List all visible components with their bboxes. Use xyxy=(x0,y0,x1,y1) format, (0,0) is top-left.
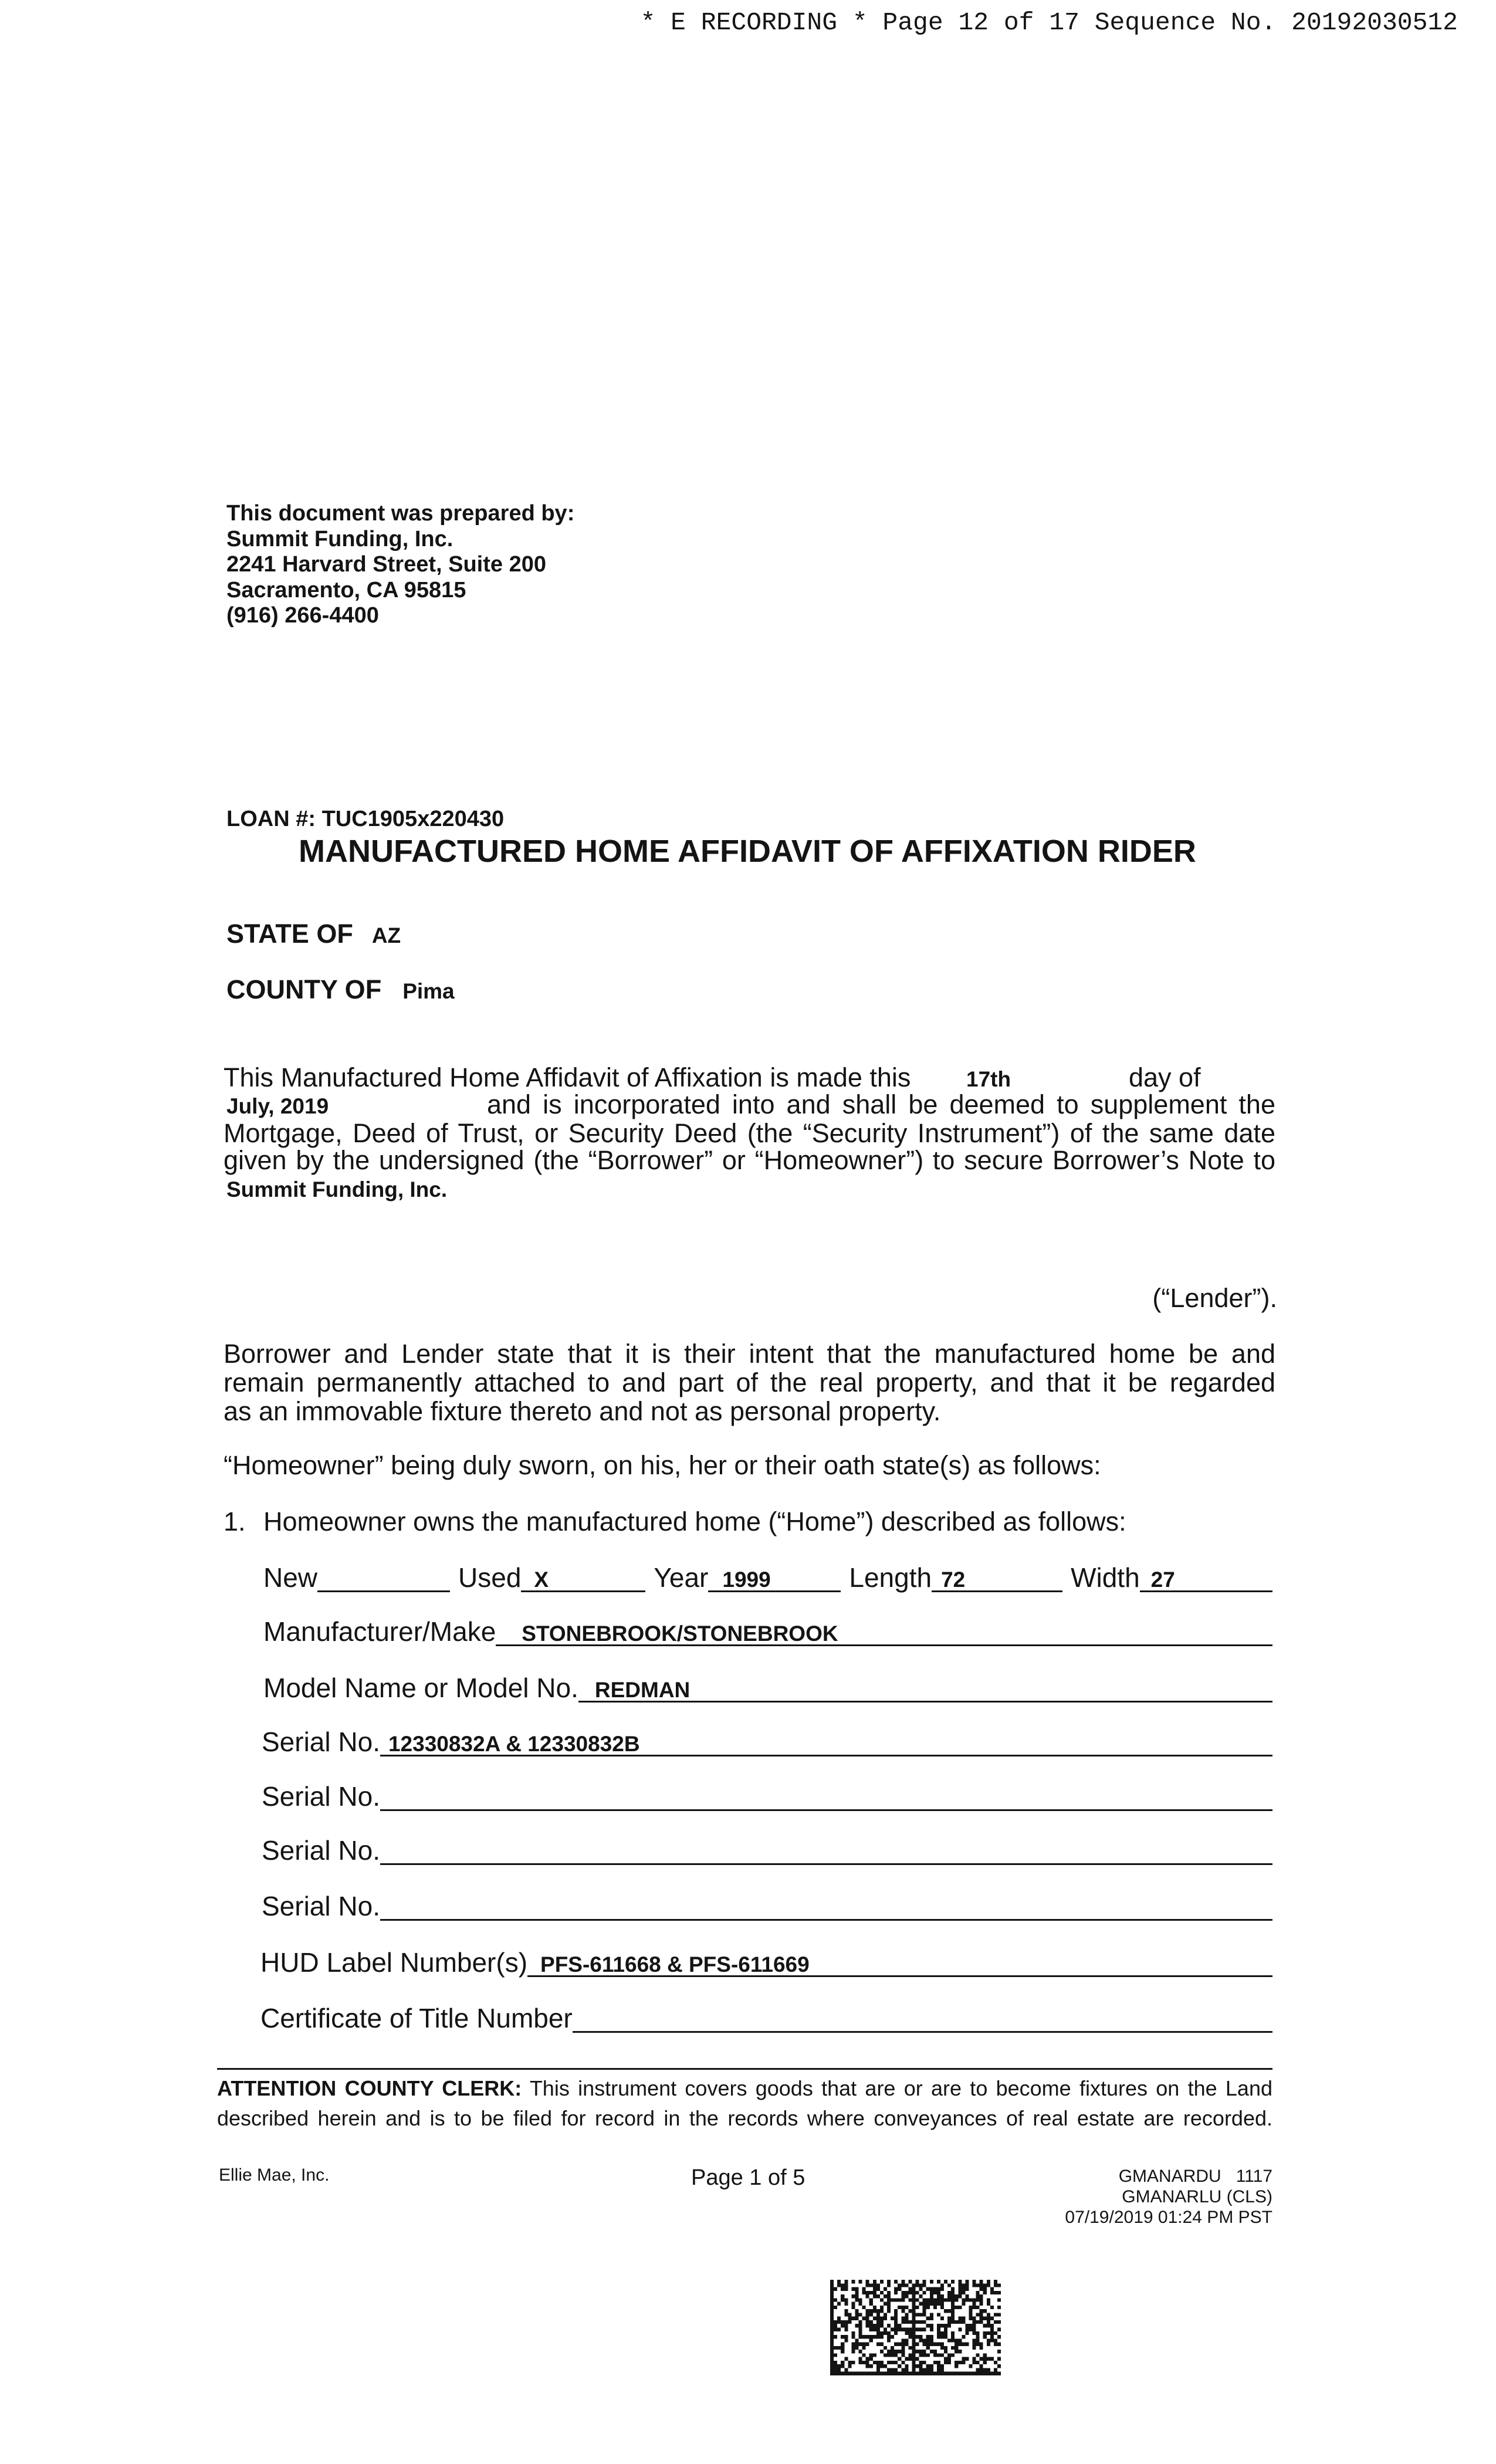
county-label: COUNTY OF xyxy=(226,974,382,1004)
used-label: Used xyxy=(458,1562,522,1593)
width-blank xyxy=(1140,1569,1272,1592)
manufacturer-row xyxy=(263,1616,1272,1647)
county-value: Pima xyxy=(402,979,455,1003)
model-blank xyxy=(578,1680,1272,1703)
serial-blank xyxy=(380,1788,1272,1811)
title-certificate-label: Certificate of Title Number xyxy=(260,2003,573,2033)
item-1-number: 1. xyxy=(224,1507,246,1536)
serial-entry: 12330832A & 12330832B xyxy=(388,1732,640,1756)
state-line xyxy=(226,919,401,951)
attention-line-1 xyxy=(217,2076,1272,2101)
footer-form-code: GMANARDU 1117 xyxy=(1118,2167,1272,2186)
state-value: AZ xyxy=(371,923,401,947)
attention-line-1-text: This instrument covers goods that are or are to become fixtures on the Land xyxy=(529,2076,1272,2100)
width-entry: 27 xyxy=(1150,1568,1175,1592)
serial-label: Serial No. xyxy=(262,1835,380,1866)
affixation-month-year: July, 2019 xyxy=(226,1094,329,1118)
footer-page-number: Page 1 of 5 xyxy=(691,2165,805,2190)
serial-label: Serial No. xyxy=(262,1891,380,1921)
attention-line-2: described herein and is to be filed for record in the records where conveyances of real estate are recorded. xyxy=(217,2106,1272,2130)
model-label: Model Name or Model No. xyxy=(263,1673,578,1703)
intro-line-2 xyxy=(224,1091,1275,1121)
length-blank xyxy=(932,1569,1062,1592)
state-label: STATE OF xyxy=(226,919,353,949)
intro-lead-text: This Manufactured Home Affidavit of Affixation is made this xyxy=(224,1062,911,1092)
hud-label: HUD Label Number(s) xyxy=(260,1947,528,1978)
serial-blank xyxy=(380,1842,1272,1865)
serial-blank xyxy=(380,1734,1272,1756)
footer-form-variant: GMANARLU (CLS) xyxy=(1122,2187,1272,2206)
year-entry: 1999 xyxy=(722,1568,771,1592)
item-1-text: Homeowner owns the manufactured home (“Home”) described as follows: xyxy=(263,1507,1126,1536)
manufacturer-blank xyxy=(496,1623,1272,1646)
oath-statement: “Homeowner” being duly sworn, on his, her or their oath state(s) as follows: xyxy=(224,1450,1101,1480)
intro-line-5 xyxy=(226,1174,447,1204)
model-row xyxy=(263,1673,1272,1703)
year-label: Year xyxy=(654,1562,709,1593)
new-label: New xyxy=(263,1562,318,1593)
prepared-by-block xyxy=(226,501,574,629)
footer-form-info xyxy=(1065,2166,1272,2228)
year-blank xyxy=(708,1569,841,1592)
recording-stamp: * E RECORDING * Page 12 of 17 Sequence No. 20192030512 xyxy=(640,8,1458,37)
loan-number-line xyxy=(226,806,504,832)
preparer-phone: (916) 266-4400 xyxy=(226,603,379,628)
width-label: Width xyxy=(1071,1562,1140,1593)
used-blank xyxy=(521,1569,645,1592)
length-entry: 72 xyxy=(941,1568,966,1592)
length-label: Length xyxy=(849,1562,932,1593)
intent-line-2: remain permanently attached to and part of the real property, and that it be regarded xyxy=(224,1368,1275,1397)
serial-row-1 xyxy=(262,1727,1272,1757)
intro-line-2-text: and is incorporated into and shall be deemed to supplement the xyxy=(487,1089,1275,1119)
manufacturer-entry: STONEBROOK/STONEBROOK xyxy=(522,1622,838,1646)
intent-line-1: Borrower and Lender state that it is their intent that the manufactured home be and xyxy=(224,1339,1275,1369)
serial-row-3 xyxy=(262,1835,1272,1866)
preparer-street: 2241 Harvard Street, Suite 200 xyxy=(226,552,546,577)
preparer-city-state-zip: Sacramento, CA 95815 xyxy=(226,577,466,603)
footer-vendor: Ellie Mae, Inc. xyxy=(219,2165,330,2185)
county-line xyxy=(226,974,455,1007)
hud-blank xyxy=(527,1954,1272,1977)
serial-row-4 xyxy=(262,1891,1272,1921)
preparer-company: Summit Funding, Inc. xyxy=(226,526,453,551)
prepared-by-heading: This document was prepared by: xyxy=(226,501,575,526)
barcode-modules xyxy=(830,2280,1001,2375)
title-certificate-blank xyxy=(573,2010,1272,2033)
intent-line-3: as an immovable fixture thereto and not as personal property. xyxy=(224,1396,941,1426)
hud-entry: PFS-611668 & PFS-611669 xyxy=(540,1952,810,1976)
model-entry: REDMAN xyxy=(594,1678,691,1702)
loan-number-label: LOAN #: xyxy=(226,807,316,831)
section-divider xyxy=(217,2068,1272,2070)
loan-number: TUC1905x220430 xyxy=(321,807,505,831)
serial-row-2 xyxy=(262,1781,1272,1812)
title-certificate-row xyxy=(260,2003,1272,2033)
attention-label: ATTENTION COUNTY CLERK: xyxy=(217,2076,522,2100)
data-matrix-barcode xyxy=(830,2280,1001,2375)
intro-line-3: Mortgage, Deed of Trust, or Security Deed (the “Security Instrument”) of the same date xyxy=(224,1118,1275,1148)
affixation-day: 17th xyxy=(966,1067,1011,1091)
intro-line-4: given by the undersigned (the “Borrower” or “Homeowner”) to secure Borrower’s Note to xyxy=(224,1145,1275,1175)
footer-timestamp: 07/19/2019 01:24 PM PST xyxy=(1065,2208,1272,2227)
new-blank xyxy=(317,1569,450,1592)
lender-tag: (“Lender”). xyxy=(1152,1283,1277,1313)
intro-day-of: day of xyxy=(1129,1062,1201,1092)
document-title: MANUFACTURED HOME AFFIDAVIT OF AFFIXATION RIDER xyxy=(299,834,1196,869)
used-entry: X xyxy=(534,1568,549,1592)
serial-label: Serial No. xyxy=(262,1727,380,1757)
serial-blank xyxy=(380,1898,1272,1921)
manufacturer-label: Manufacturer/Make xyxy=(263,1616,496,1647)
serial-label: Serial No. xyxy=(262,1781,380,1812)
lender-name: Summit Funding, Inc. xyxy=(226,1177,448,1201)
hud-label-row xyxy=(260,1947,1272,1978)
home-basic-row xyxy=(263,1562,1272,1593)
